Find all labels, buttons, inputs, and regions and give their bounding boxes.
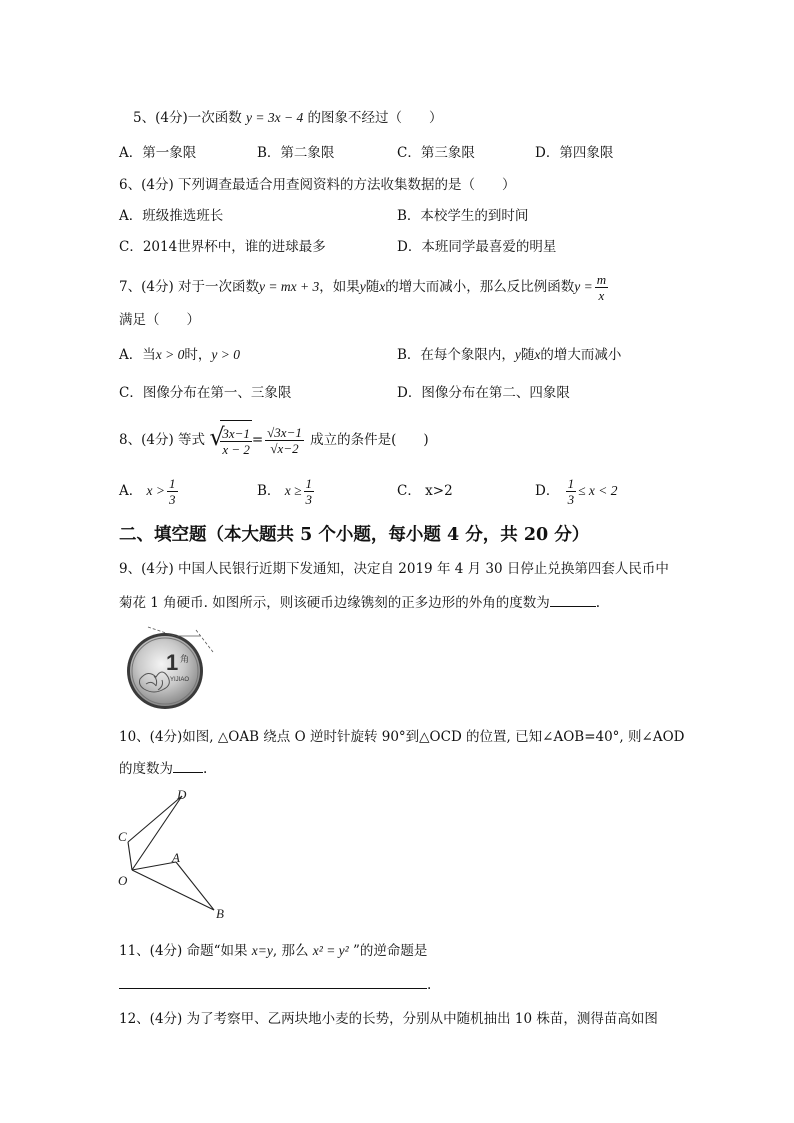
q12-line1: 12、(4分) 为了考察甲、乙两块地小麦的长势，分别从中随机抽出 10 株苗，测得苗高如图 [119,1011,658,1027]
q7-var-x: x [379,279,386,294]
extension-line [196,630,213,652]
q7-option-b [397,346,621,364]
option-text: 在每个象限内， [420,347,515,363]
option-fraction [167,476,178,507]
q9-line2 [119,594,600,612]
option-text: 班级推选班长 [142,208,224,224]
option-text: 随 [520,347,535,363]
q5-stem-pre: 5、(4分)一次函数 [133,110,242,126]
option-math: ≤ x < 2 [578,483,618,498]
q11-equation: x² = y² [312,943,349,958]
coin-unit: 角 [180,655,190,665]
option-text: 第二象限 [280,145,335,161]
q11-text: . [427,977,432,993]
q7-text: ，如果 [319,279,360,295]
option-text: 的增大而减小 [540,347,622,363]
q7-option-d [397,384,570,402]
coin-figure [118,624,218,710]
option-label: A． [119,208,143,224]
option-text: 时， [184,347,212,363]
segment-oc [128,842,132,870]
q5-option-b [257,144,334,162]
fraction-denominator: √x−2 [270,441,299,456]
option-text: 第一象限 [142,145,197,161]
q11-text: 11、(4分) 命题“如果 [119,943,252,959]
q7-linear-formula: y = mx + 3 [259,279,320,294]
fraction-denominator: x − 2 [222,442,250,457]
q8-right-fraction [265,425,304,456]
q10-text: . [203,761,208,777]
section-heading: 二、填空题（本大题共 5 个小题，每小题 4 分，共 20 分） [119,525,590,545]
option-label: C． [119,239,143,255]
option-text: x>2 [425,483,453,499]
q8-radical-fraction [220,426,252,457]
option-math: x > [146,483,166,498]
answer-blank [550,606,596,607]
q8-text: 成立的条件是( ) [310,432,429,448]
q6-option-a [119,207,223,225]
q11-text: ”的逆命题是 [353,943,428,959]
q7-text: 7、(4分) 对于一次函数 [119,279,260,295]
fraction-denominator: 3 [169,492,176,507]
option-label: B． [397,347,421,363]
fraction-numerator: 1 [567,476,575,491]
option-math: x > 0 [155,347,185,362]
q9-line1: 9、(4分) 中国人民银行近期下发通知，决定自 2019 年 4 月 30 日停止兑换第四套人民币中 [119,561,669,577]
option-text: 2014世界杯中，谁的进球最多 [142,239,326,255]
q10-line1: 10、(4分)如图, △OAB 绕点 O 逆时针旋转 90°到△OCD 的位置, 已知∠AOB=40°, 则∠AOD [119,729,685,745]
label-d: D [177,787,187,802]
q7-text: 随 [365,279,380,295]
q10-text: 的度数为 [119,761,173,777]
option-label: D． [397,239,422,255]
q6-option-c [119,238,326,256]
option-label: B． [397,208,421,224]
option-text: 图像分布在第一、三象限 [142,385,292,401]
option-label: D． [397,385,422,401]
radical-bar [220,420,252,461]
q5-option-c [397,144,475,162]
q7-var-y: y [359,279,366,294]
q8-option-d [535,474,618,508]
coin-pinyin: YIJIAO [170,677,190,683]
rotation-figure [112,786,237,922]
q5-stem-post: 的图象不经过（ ） [307,110,443,126]
q8-option-c [397,474,453,508]
option-math: x ≥ [284,483,302,498]
option-math: y > 0 [211,347,240,362]
option-fraction [304,476,315,507]
fraction-denominator: x [598,288,605,303]
q8-text: 8、(4分) 等式 [119,432,206,448]
q7-text: 的增大而减小，那么反比例函数 [385,279,575,295]
label-a: A [172,850,180,865]
fraction-numerator: √3x−1 [267,425,302,440]
option-text: 图像分布在第二、四象限 [421,385,570,401]
q7-inverse-lhs: y = [574,279,593,294]
q5-formula: y = 3x − 4 [246,110,304,125]
option-label: A． [119,145,143,161]
coin-face [130,636,200,706]
option-text: 当 [142,347,156,363]
answer-blank [119,988,427,989]
option-text: 本校学生的到时间 [420,208,529,224]
segment-ab [176,862,214,910]
segment-oa [132,862,176,870]
q5-stem [133,109,443,127]
q7-stem [119,272,610,303]
fraction-numerator: m [596,272,607,287]
fraction-numerator: 3x−1 [222,426,250,441]
option-text: 第四象限 [559,145,614,161]
q7-option-c [119,384,291,402]
label-b: B [216,906,224,921]
q6-option-b [397,207,528,225]
option-text: 本班同学最喜爱的明星 [421,239,557,255]
segment-ob [132,870,214,910]
q5-option-a [119,144,196,162]
q7-stem-end: 满足（ ） [119,312,200,328]
option-label: B． [257,145,281,161]
q8-radical [209,420,252,461]
option-label: C． [119,385,143,401]
option-label: D． [535,145,560,161]
option-text: 第三象限 [420,145,475,161]
fraction-denominator: 3 [305,492,312,507]
q6-option-d [397,238,556,256]
label-c: C [118,829,127,844]
option-label: B． [257,483,281,499]
q9-text: . [595,595,601,611]
fraction-denominator: 3 [567,492,575,507]
option-label: A． [119,347,143,363]
label-o: O [118,873,128,888]
q8-option-a [119,474,180,508]
q8-stem [119,420,429,461]
option-fraction [566,476,577,507]
fraction-numerator: 1 [169,476,176,491]
answer-blank [173,772,203,773]
q11-condition: x=y [251,943,273,958]
q10-line2 [119,760,207,778]
fraction-numerator: 1 [305,476,312,491]
q8-option-b [257,474,316,508]
q11-text: , 那么 [272,943,309,959]
option-math: y [514,347,521,362]
option-label: C． [397,145,421,161]
option-math: x [534,347,541,362]
q7-inverse-fraction [595,272,608,303]
q8-equals: = [251,432,264,448]
q11-answer-line [119,976,431,994]
radical-sign-icon: √ [209,423,225,451]
q7-option-a [119,346,240,364]
q5-option-d [535,144,613,162]
option-label: A． [119,483,143,499]
q11-stem [119,942,427,960]
coin-denomination: 1 [166,650,179,675]
option-label: D． [535,483,560,499]
q9-text: 菊花 1 角硬币. 如图所示，则该硬币边缘镌刻的正多边形的外角的度数为 [119,595,550,611]
option-label: C． [397,483,421,499]
q6-stem: 6、(4分) 下列调查最适合用查阅资料的方法收集数据的是（ ） [119,177,516,193]
